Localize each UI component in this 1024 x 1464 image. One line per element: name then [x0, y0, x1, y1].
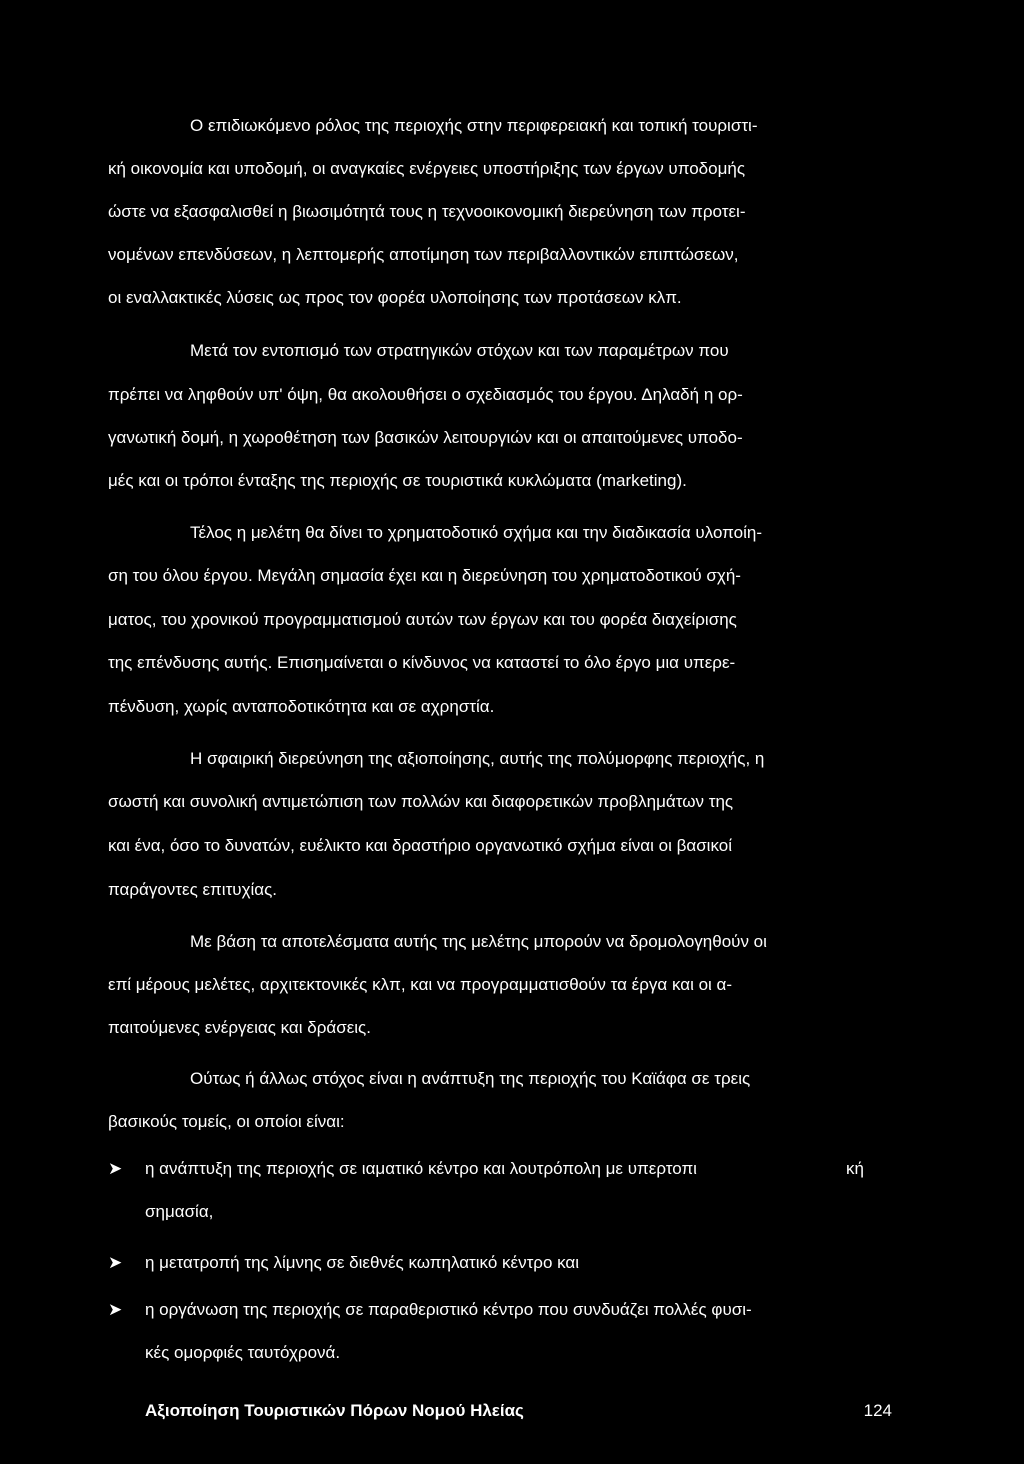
arrow-bullet-icon: ➤	[108, 1300, 123, 1319]
list-item-text: η ανάπτυξη της περιοχής σε ιαματικό κέντρο και λουτρόπολη με υπερτοπι	[145, 1159, 697, 1178]
text-line: μές και οι τρόποι ένταξης της περιοχής σε τουριστικά κυκλώματα (marketing).	[108, 471, 687, 490]
arrow-bullet-icon: ➤	[108, 1253, 123, 1272]
text-line: Ούτως ή άλλως στόχος είναι η ανάπτυξη της περιοχής του Καϊάφα σε τρεις	[190, 1069, 751, 1088]
text-line: παιτούμενες ενέργειας και δράσεις.	[108, 1018, 371, 1037]
list-item-text: η μετατροπή της λίμνης σε διεθνές κωπηλατικό κέντρο και	[145, 1253, 580, 1272]
text-line: και ένα, όσο το δυνατών, ευέλικτο και δραστήριο οργανωτικό σχήμα είναι οι βασικοί	[108, 836, 732, 855]
text-line: Με βάση τα αποτελέσματα αυτής της μελέτης μπορούν να δρομολογηθούν οι	[190, 932, 767, 951]
text-line: Μετά τον εντοπισμό των στρατηγικών στόχων και των παραμέτρων που	[190, 341, 729, 360]
text-line: ση του όλου έργου. Μεγάλη σημασία έχει και η διερεύνηση του χρηματοδοτικού σχή-	[108, 566, 741, 585]
text-line: Τέλος η μελέτη θα δίνει το χρηματοδοτικό σχήμα και την διαδικασία υλοποίη-	[190, 523, 763, 542]
text-line: οι εναλλακτικές λύσεις ως προς τον φορέα υλοποίησης των προτάσεων κλπ.	[108, 288, 682, 307]
text-line: σωστή και συνολική αντιμετώπιση των πολλών και διαφορετικών προβλημάτων της	[108, 792, 734, 811]
text-line: της επένδυσης αυτής. Επισημαίνεται ο κίνδυνος να καταστεί το όλο έργο μια υπερε-	[108, 653, 736, 672]
list-item-continuation: κές ομορφιές ταυτόχρονά.	[145, 1343, 341, 1362]
text-line: ώστε να εξασφαλισθεί η βιωσιμότητά τους η τεχνοοικονομική διερεύνηση των προτει-	[108, 202, 746, 221]
text-line: Η σφαιρική διερεύνηση της αξιοποίησης, αυτής της πολύμορφης περιοχής, η	[190, 749, 765, 768]
text-line: κή οικονομία και υποδομή, οι αναγκαίες ενέργειες υποστήριξης των έργων υποδομής	[108, 159, 746, 178]
list-item-text-end: κή	[846, 1159, 864, 1178]
arrow-bullet-icon: ➤	[108, 1159, 123, 1178]
text-line: πένδυση, χωρίς ανταποδοτικότητα και σε αχρηστία.	[108, 697, 495, 716]
page-number: 124	[863, 1401, 892, 1420]
text-line: νομένων επενδύσεων, η λεπτομερής αποτίμηση των περιβαλλοντικών επιπτώσεων,	[108, 245, 739, 264]
text-line: πρέπει να ληφθούν υπ' όψη, θα ακολουθήσει ο σχεδιασμός του έργου. Δηλαδή η ορ-	[108, 385, 743, 404]
list-item-continuation: σημασία,	[145, 1202, 214, 1221]
text-line: γανωτική δομή, η χωροθέτηση των βασικών λειτουργιών και οι απαιτούμενες υποδο-	[108, 428, 743, 447]
text-line: επί μέρους μελέτες, αρχιτεκτονικές κλπ, και να προγραμματισθούν τα έργα και οι α-	[108, 975, 733, 994]
text-line: ματος, του χρονικού προγραμματισμού αυτών των έργων και του φορέα διαχείρισης	[108, 610, 737, 629]
list-item-text: η οργάνωση της περιοχής σε παραθεριστικό κέντρο που συνδυάζει πολλές φυσι-	[145, 1300, 752, 1319]
text-line: βασικούς τομείς, οι οποίοι είναι:	[108, 1112, 345, 1131]
text-line: Ο επιδιωκόμενο ρόλος της περιοχής στην περιφερειακή και τοπική τουριστι-	[190, 116, 758, 135]
text-line: παράγοντες επιτυχίας.	[108, 880, 278, 899]
footer-title: Αξιοποίηση Τουριστικών Πόρων Νομού Ηλείας	[145, 1401, 524, 1420]
